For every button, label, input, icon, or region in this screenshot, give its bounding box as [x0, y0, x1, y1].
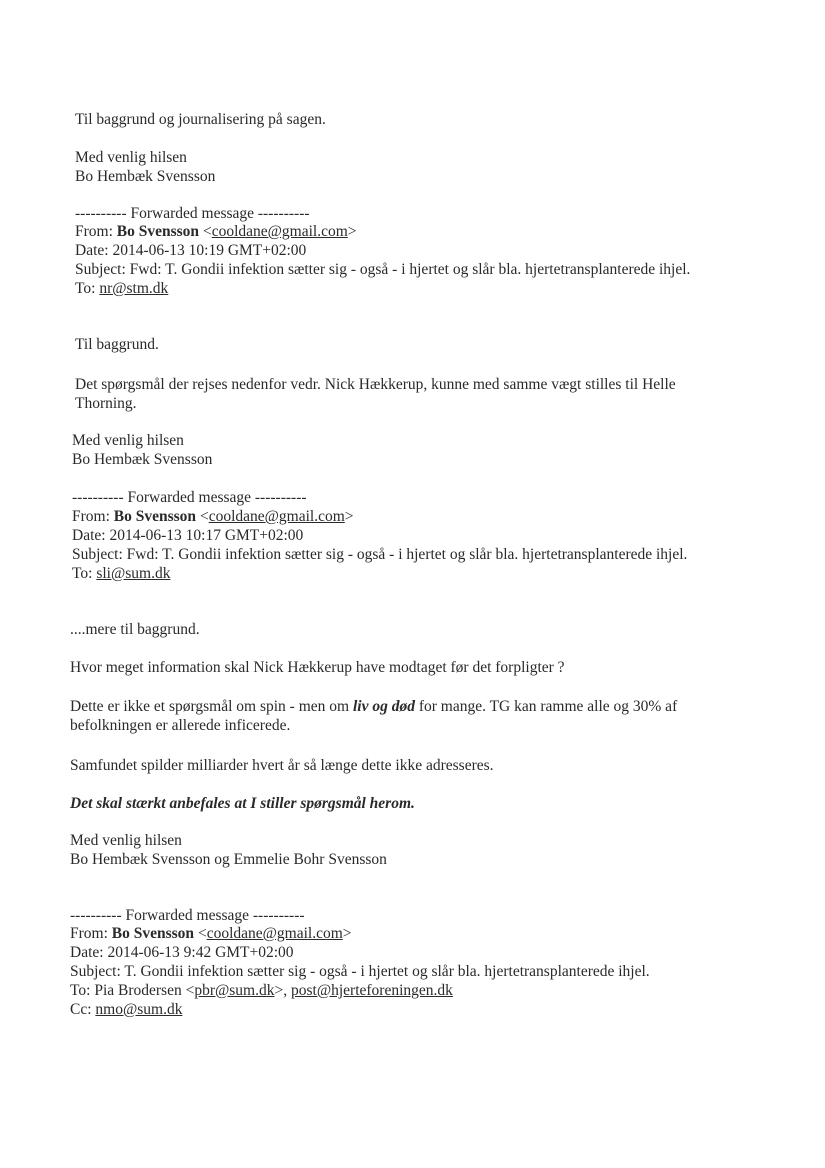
from-line: From: Bo Svensson <cooldane@gmail.com> [75, 223, 357, 240]
signature-greeting: Med venlig hilsen [75, 149, 187, 166]
cc-email-link[interactable]: nmo@sum.dk [95, 1001, 183, 1018]
sender-name: Bo Svensson [113, 508, 197, 525]
message-paragraph: befolkningen er allerede inficerede. [70, 717, 291, 734]
subject-line: Subject: Fwd: T. Gondii infektion sætter sig - også - i hjertet og slår bla. hjertetransplanterede ihjel. [72, 546, 688, 563]
signature-name: Bo Hembæk Svensson [75, 168, 216, 185]
to-line: To: sli@sum.dk [72, 565, 171, 582]
sender-name: Bo Svensson [111, 925, 195, 942]
cc-line: Cc: nmo@sum.dk [70, 1001, 183, 1018]
recipient-email-link[interactable]: pbr@sum.dk [194, 982, 275, 999]
message-paragraph: Thorning. [75, 395, 137, 412]
recommendation-text: Det skal stærkt anbefales at I stiller spørgsmål herom. [70, 795, 415, 812]
subject-line: Subject: Fwd: T. Gondii infektion sætter sig - også - i hjertet og slår bla. hjertetransplanterede ihjel. [75, 261, 691, 278]
signature-greeting: Med venlig hilsen [70, 832, 182, 849]
sender-email-link[interactable]: cooldane@gmail.com [208, 508, 345, 525]
date-line: Date: 2014-06-13 10:19 GMT+02:00 [75, 242, 307, 259]
intro-text: Til baggrund og journalisering på sagen. [75, 111, 326, 128]
to-line: To: nr@stm.dk [75, 280, 169, 297]
date-line: Date: 2014-06-13 9:42 GMT+02:00 [70, 944, 294, 961]
to-line: To: Pia Brodersen <pbr@sum.dk>, post@hjerteforeningen.dk [70, 982, 453, 999]
date-line: Date: 2014-06-13 10:17 GMT+02:00 [72, 527, 304, 544]
signature-name: Bo Hembæk Svensson [72, 451, 213, 468]
signature-name: Bo Hembæk Svensson og Emmelie Bohr Svensson [70, 851, 387, 868]
signature-greeting: Med venlig hilsen [72, 432, 184, 449]
forward-header: ---------- Forwarded message ---------- [70, 907, 305, 924]
from-line: From: Bo Svensson <cooldane@gmail.com> [70, 925, 352, 942]
message-paragraph: Til baggrund. [75, 336, 159, 353]
recipient-email-link[interactable]: nr@stm.dk [99, 280, 169, 297]
message-paragraph: Dette er ikke et spørgsmål om spin - men om liv og død for mange. TG kan ramme alle og 30% af [70, 698, 678, 715]
recipient-email-link[interactable]: post@hjerteforeningen.dk [290, 982, 453, 999]
message-paragraph: Det spørgsmål der rejses nedenfor vedr. Nick Hækkerup, kunne med samme vægt stilles til Helle [75, 376, 676, 393]
forward-header: ---------- Forwarded message ---------- [75, 205, 310, 222]
sender-email-link[interactable]: cooldane@gmail.com [211, 223, 348, 240]
from-line: From: Bo Svensson <cooldane@gmail.com> [72, 508, 354, 525]
message-paragraph: Samfundet spilder milliarder hvert år så længe dette ikke adresseres. [70, 757, 494, 774]
sender-email-link[interactable]: cooldane@gmail.com [206, 925, 343, 942]
emphasis-text: liv og død [352, 698, 415, 715]
message-paragraph: Hvor meget information skal Nick Hækkerup have modtaget før det forpligter ? [70, 659, 565, 676]
message-paragraph: ....mere til baggrund. [70, 621, 200, 638]
subject-line: Subject: T. Gondii infektion sætter sig - også - i hjertet og slår bla. hjertetransplanterede ihjel. [70, 963, 650, 980]
sender-name: Bo Svensson [116, 223, 200, 240]
forward-header: ---------- Forwarded message ---------- [72, 489, 307, 506]
recipient-email-link[interactable]: sli@sum.dk [96, 565, 171, 582]
